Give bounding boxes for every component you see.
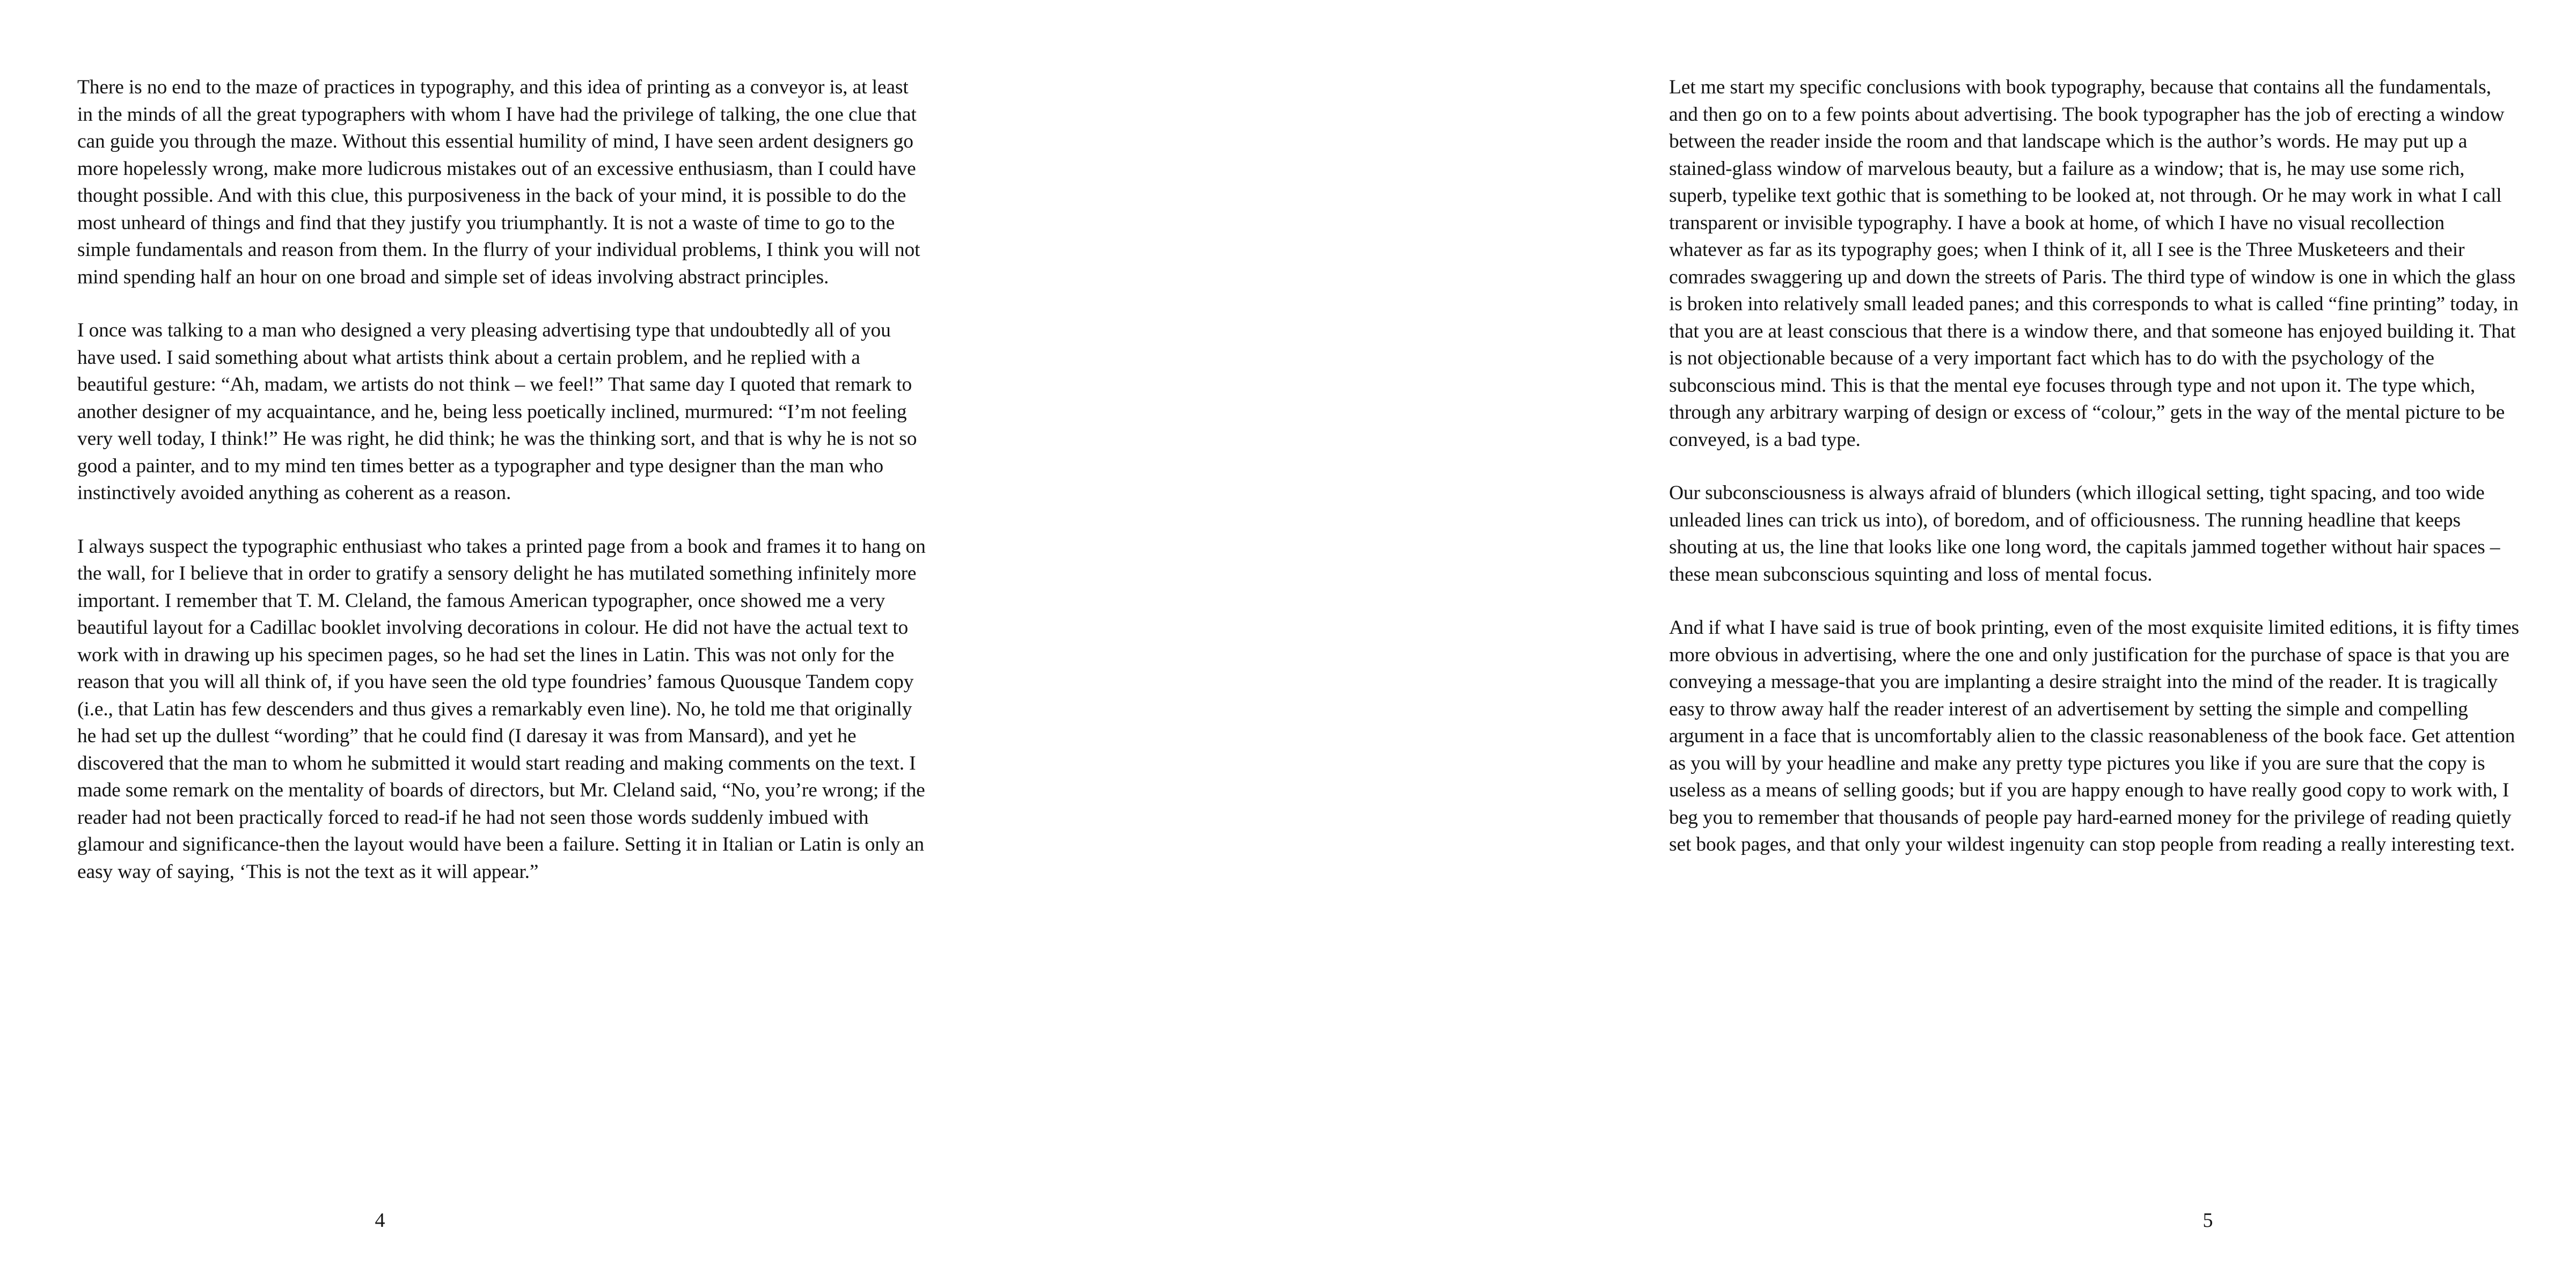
paragraph: I once was talking to a man who designed a very pleasing advertising type that undoubtedly all of you have used. I said something about what artists think about a certain problem, and he replied with a beautiful gesture: “Ah, madam, we artists do not think – we feel!” That same day I quoted that remark to another designer of my acquaintance, and he, being less poetically inclined, murmured: “I’m not feeling very well today, I think!” He was right, he did think; he was the thinking sort, and that is why he is not so good a painter, and to my mind ten times better as a typographer and type designer than the man who instinctively avoided anything as coherent as a reason.	[77, 319, 917, 504]
paragraph: I always suspect the typographic enthusiast who takes a printed page from a book and frames it to hang on the wall, for I believe that in order to gratify a sensory delight he has mutilated something infinitely more important. I remember that T. M. Cleland, the famous American typographer, once showed me a very beautiful layout for a Cadillac booklet involving decorations in colour. He did not have the actual text to work with in drawing up his specimen pages, so he had set the lines in Latin. This was not only for the reason that you will all think of, if you have seen the old type foundries’ famous Quousque Tandem copy (i.e., that Latin has few descenders and thus gives a remarkably even line). No, he told me that originally he had set up the dullest “wording” that he could find (I daresay it was from Mansard), and yet he discovered that the man to whom he submitted it would start reading and making comments on the text. I made some remark on the mentality of boards of directors, but Mr. Cleland said, “No, you’re wrong; if the reader had not been practically forced to read-if he had not seen those words suddenly imbued with glamour and significance-then the layout would have been a failure. Setting it in Italian or Latin is only an easy way of saying, ‘This is not the text as it will appear.”	[77, 535, 926, 883]
paragraph: And if what I have said is true of book printing, even of the most exquisite limited editions, it is fifty times more obvious in advertising, where the one and only justification for the purchase of space is that you are conveying a message-that you are implanting a desire straight into the mind of the reader. It is tragically easy to throw away half the reader interest of an advertisement by setting the simple and compelling argument in a face that is uncomfortably alien to the classic reasonableness of the book face. Get attention as you will by your headline and make any pretty type pictures you like if you are sure that the copy is useless as a means of selling goods; but if you are happy enough to have really good copy to work with, I beg you to remember that thousands of people pay hard-earned money for the privilege of reading quietly set book pages, and that only your wildest ingenuity can stop people from reading a really interesting text.	[1669, 617, 2519, 855]
paragraph: Let me start my specific conclusions with book typography, because that contains all the fundamentals, and then go on to a few points about advertising. The book typographer has the job of erecting a window between the reader inside the room and that landscape which is the author’s words. He may put up a stained-glass window of marvelous beauty, but a failure as a window; that is, he may use some rich, superb, typelike text gothic that is something to be looked at, not through. Or he may work in what I call transparent or invisible typography. I have a book at home, of which I have no visual recollection whatever as far as its typography goes; when I think of it, all I see is the Three Musketeers and their comrades swaggering up and down the streets of Paris. The third type of window is one in which the glass is broken into relatively small leaded panes; and this corresponds to what is called “fine printing” today, in that you are at least conscious that there is a window there, and that someone has enjoyed building it. That is not objectionable because of a very important fact which has to do with the psychology of the subconscious mind. This is that the mental eye focuses through type and not upon it. The type which, through any arbitrary warping of design or excess of “colour,” gets in the way of the mental picture to be conveyed, is a bad type.	[1669, 76, 2519, 451]
paragraph: Our subconsciousness is always afraid of blunders (which illogical setting, tight spacing, and too wide unleaded lines can trick us into), of boredom, and of officiousness. The running headline that keeps shouting at us, the line that looks like one long word, the capitals jammed together without hair spaces – these mean subconscious squinting and loss of mental focus.	[1669, 482, 2500, 586]
page-number: 4	[375, 1209, 385, 1232]
page-number: 5	[2202, 1209, 2213, 1232]
right-page-text	[1669, 74, 2520, 885]
paragraph: There is no end to the maze of practices in typography, and this idea of printing as a conveyor is, at least in the minds of all the great typographers with whom I have had the privilege of talking, the one clue that can guide you through the maze. Without this essential humility of mind, I have seen ardent designers go more hopelessly wrong, make more ludicrous mistakes out of an excessive enthusiasm, than I could have thought possible. And with this clue, this purposiveness in the back of your mind, it is possible to do the most unheard of things and find that they justify you triumphantly. It is not a waste of time to go to the simple fundamentals and reason from them. In the flurry of your individual problems, I think you will not mind spending half an hour on one broad and simple set of ideas involving abstract principles.	[77, 76, 920, 288]
right-page	[1288, 0, 2576, 1288]
left-page-text	[77, 74, 928, 912]
